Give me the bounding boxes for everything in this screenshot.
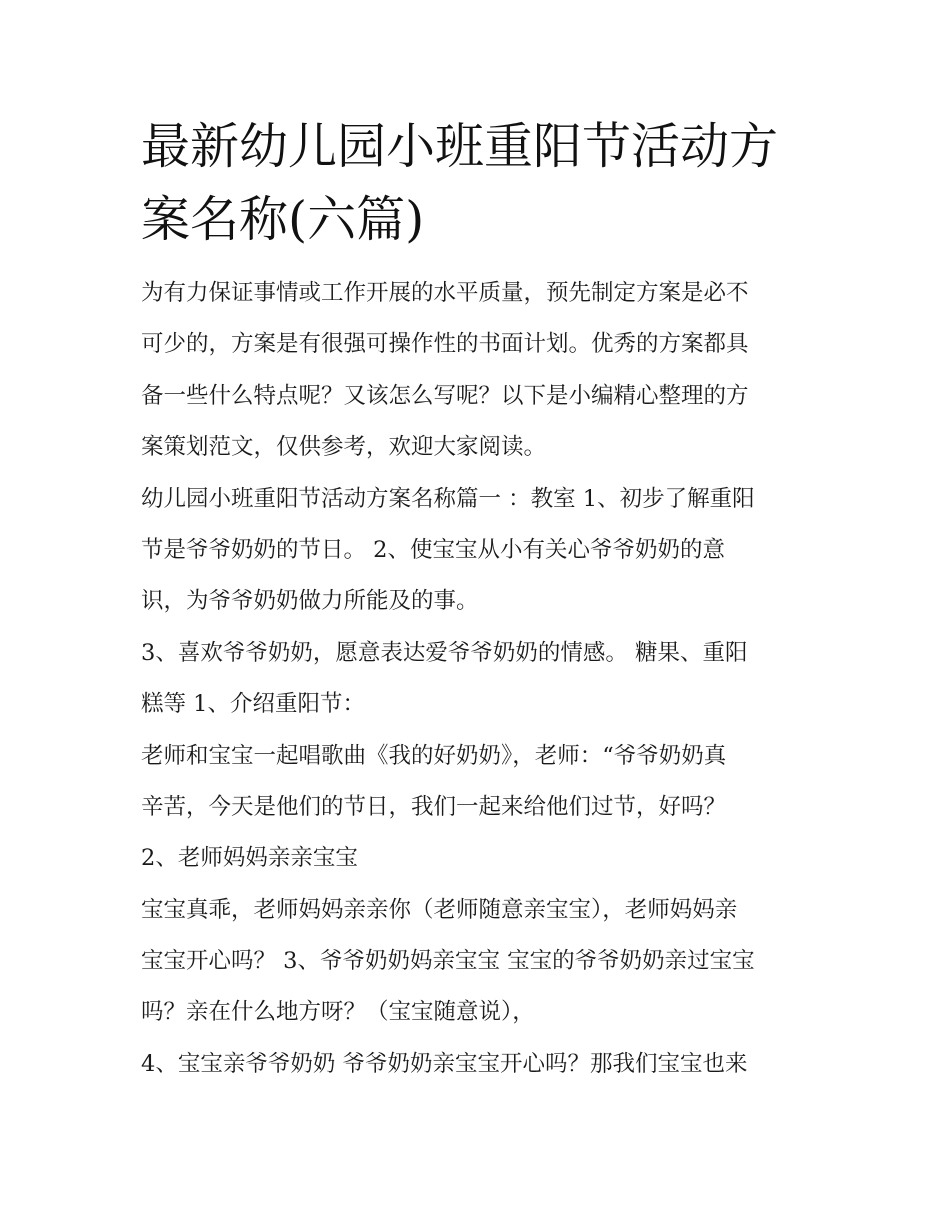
body-text-line: 宝宝真乖，老师妈妈亲亲你（老师随意亲宝宝），老师妈妈亲 [141, 896, 738, 923]
body-text-line: 备一些什么特点呢？又该怎么写呢？以下是小编精心整理的方 [141, 382, 749, 409]
body-text-line: 节是爷爷奶奶的节日。 2、使宝宝从小有关心爷爷奶奶的意 [141, 536, 725, 563]
body-text-line: 3、喜欢爷爷奶奶，愿意表达爱爷爷奶奶的情感。 糖果、重阳 [141, 639, 748, 666]
body-text-line: 辛苦，今天是他们的节日，我们一起来给他们过节，好吗？ [141, 793, 727, 820]
title-line: 案名称(六篇) [141, 191, 425, 248]
body-text-line: 宝宝开心吗？ 3、爷爷奶奶妈亲宝宝 宝宝的爷爷奶奶亲过宝宝 [141, 948, 755, 975]
body-text-line: 糕等 1、介绍重阳节： [141, 691, 365, 718]
body-text-line: 可少的，方案是有很强可操作性的书面计划。优秀的方案都具 [141, 331, 749, 358]
document-title [141, 110, 813, 256]
document-body [141, 268, 813, 1090]
body-text-line: 2、老师妈妈亲亲宝宝 [141, 845, 358, 872]
body-text-line: 案策划范文，仅供参考，欢迎大家阅读。 [141, 434, 547, 461]
document-content [141, 110, 813, 1090]
body-text-line: 识，为爷爷奶奶做力所能及的事。 [141, 588, 479, 615]
body-text-line: 4、宝宝亲爷爷奶奶 爷爷奶奶亲宝宝开心吗？那我们宝宝也来 [141, 1050, 748, 1077]
body-text-line: 幼儿园小班重阳节活动方案名称篇一 ：教室 1、初步了解重阳 [141, 485, 755, 512]
body-text-line: 吗？亲在什么地方呀？（宝宝随意说）， [141, 999, 535, 1026]
title-line: 最新幼儿园小班重阳节活动方 [141, 118, 779, 175]
body-text-line: 老师和宝宝一起唱歌曲《我的好奶奶》，老师：“爷爷奶奶真 [141, 742, 727, 769]
body-text-line: 为有力保证事情或工作开展的水平质量，预先制定方案是必不 [141, 280, 749, 306]
